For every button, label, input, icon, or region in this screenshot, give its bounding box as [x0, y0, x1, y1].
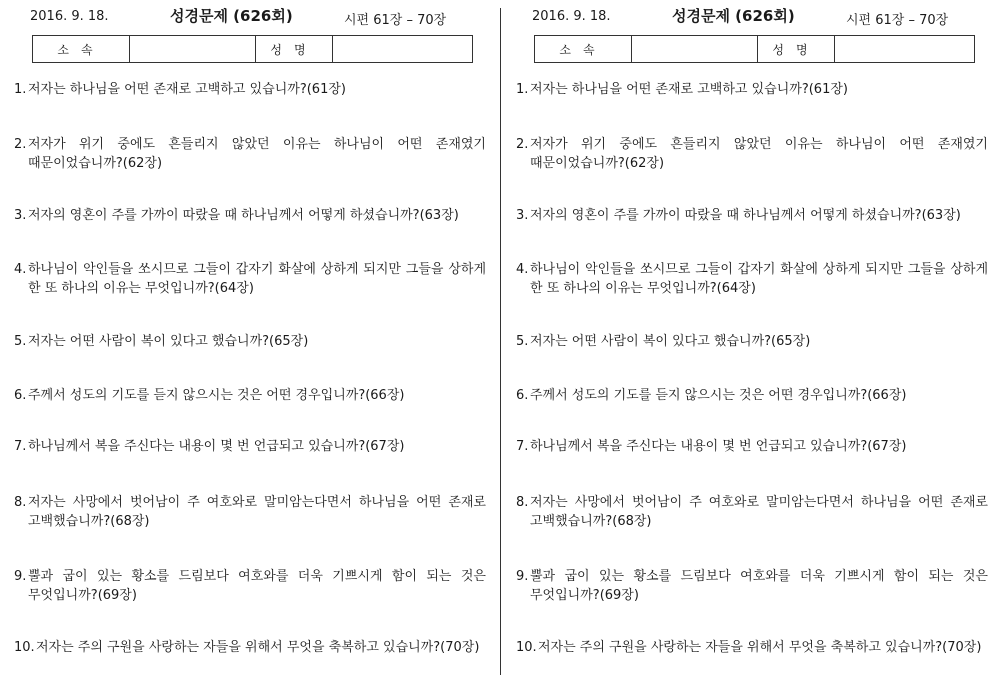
question-number: 1.: [14, 82, 27, 97]
question-number: 5.: [516, 334, 529, 349]
question-number: 2.: [516, 137, 529, 152]
name-label: 성명: [256, 36, 333, 63]
question-number: 10.: [14, 640, 35, 655]
affiliation-field[interactable]: [130, 36, 256, 63]
affiliation-field[interactable]: [632, 36, 758, 63]
question-5: [10, 332, 488, 351]
info-table: [534, 35, 975, 63]
question-number: 2.: [14, 137, 27, 152]
question-7: [512, 437, 990, 456]
question-number: 3.: [516, 208, 529, 223]
question-number: 9.: [14, 569, 27, 584]
question-5: [512, 332, 990, 351]
question-text: 저자가 위기 중에도 흔들리지 않았던 이유는 하나님이 어떤 존재였기 때문이었습니까?(62장): [28, 137, 486, 171]
header: [10, 0, 488, 32]
question-text: 저자가 위기 중에도 흔들리지 않았던 이유는 하나님이 어떤 존재였기 때문이었습니까?(62장): [530, 137, 988, 171]
chapter-range: 시편 61장 – 70장: [344, 13, 447, 28]
chapter-range: 시편 61장 – 70장: [846, 13, 949, 28]
name-field[interactable]: [333, 36, 473, 63]
question-number: 7.: [14, 439, 27, 454]
question-text: 저자는 어떤 사람이 복이 있다고 했습니까?(65장): [28, 334, 309, 349]
question-2: [10, 135, 488, 173]
question-1: [10, 80, 488, 99]
info-table: [32, 35, 473, 63]
question-6: [512, 386, 990, 405]
question-number: 9.: [516, 569, 529, 584]
question-text: 저자는 주의 구원을 사랑하는 자들을 위해서 무엇을 축복하고 있습니까?(70장): [538, 640, 982, 655]
question-text: 저자는 사망에서 벗어남이 주 여호와로 말미암는다면서 하나님을 어떤 존재로 고백했습니까?(68장): [28, 495, 486, 529]
column-divider: [500, 8, 501, 675]
question-number: 8.: [14, 495, 27, 510]
question-3: [512, 206, 990, 225]
name-label: 성명: [758, 36, 835, 63]
question-text: 주께서 성도의 기도를 듣지 않으시는 것은 어떤 경우입니까?(66장): [28, 388, 405, 403]
question-number: 4.: [14, 262, 27, 277]
question-2: [512, 135, 990, 173]
question-text: 저자는 하나님을 어떤 존재로 고백하고 있습니까?(61장): [28, 82, 346, 97]
question-9: [10, 567, 488, 605]
affiliation-label: 소속: [535, 36, 632, 63]
question-4: [512, 260, 990, 298]
question-number: 4.: [516, 262, 529, 277]
question-text: 저자의 영혼이 주를 가까이 따랐을 때 하나님께서 어떻게 하셨습니까?(63장): [28, 208, 459, 223]
question-text: 뿔과 굽이 있는 황소를 드림보다 여호와를 더욱 기쁘시게 함이 되는 것은 무엇입니까?(69장): [530, 569, 988, 603]
question-7: [10, 437, 488, 456]
question-number: 7.: [516, 439, 529, 454]
worksheet-right-copy: [512, 0, 990, 687]
question-text: 하나님이 악인들을 쏘시므로 그들이 갑자기 화살에 상하게 되지만 그들을 상하게 한 또 하나의 이유는 무엇입니까?(64장): [530, 262, 988, 296]
question-text: 저자는 어떤 사람이 복이 있다고 했습니까?(65장): [530, 334, 811, 349]
question-9: [512, 567, 990, 605]
question-number: 10.: [516, 640, 537, 655]
question-text: 하나님께서 복을 주신다는 내용이 몇 번 언급되고 있습니까?(67장): [530, 439, 907, 454]
exam-date: 2016. 9. 18.: [30, 9, 109, 24]
affiliation-label: 소속: [33, 36, 130, 63]
question-number: 6.: [14, 388, 27, 403]
worksheet-left-copy: [10, 0, 488, 687]
question-8: [512, 493, 990, 531]
name-field[interactable]: [835, 36, 975, 63]
header: [512, 0, 990, 32]
question-text: 저자는 하나님을 어떤 존재로 고백하고 있습니까?(61장): [530, 82, 848, 97]
question-number: 3.: [14, 208, 27, 223]
question-10: [512, 638, 990, 657]
question-4: [10, 260, 488, 298]
page-title: 성경문제 (626회): [170, 7, 293, 25]
question-text: 저자의 영혼이 주를 가까이 따랐을 때 하나님께서 어떻게 하셨습니까?(63장): [530, 208, 961, 223]
question-number: 5.: [14, 334, 27, 349]
question-text: 주께서 성도의 기도를 듣지 않으시는 것은 어떤 경우입니까?(66장): [530, 388, 907, 403]
question-number: 8.: [516, 495, 529, 510]
question-text: 하나님께서 복을 주신다는 내용이 몇 번 언급되고 있습니까?(67장): [28, 439, 405, 454]
question-number: 6.: [516, 388, 529, 403]
question-text: 저자는 사망에서 벗어남이 주 여호와로 말미암는다면서 하나님을 어떤 존재로 고백했습니까?(68장): [530, 495, 988, 529]
question-text: 하나님이 악인들을 쏘시므로 그들이 갑자기 화살에 상하게 되지만 그들을 상하게 한 또 하나의 이유는 무엇입니까?(64장): [28, 262, 486, 296]
question-1: [512, 80, 990, 99]
question-6: [10, 386, 488, 405]
exam-date: 2016. 9. 18.: [532, 9, 611, 24]
question-number: 1.: [516, 82, 529, 97]
question-text: 저자는 주의 구원을 사랑하는 자들을 위해서 무엇을 축복하고 있습니까?(70장): [36, 640, 480, 655]
question-3: [10, 206, 488, 225]
page-title: 성경문제 (626회): [672, 7, 795, 25]
question-8: [10, 493, 488, 531]
question-text: 뿔과 굽이 있는 황소를 드림보다 여호와를 더욱 기쁘시게 함이 되는 것은 무엇입니까?(69장): [28, 569, 486, 603]
question-10: [10, 638, 488, 657]
